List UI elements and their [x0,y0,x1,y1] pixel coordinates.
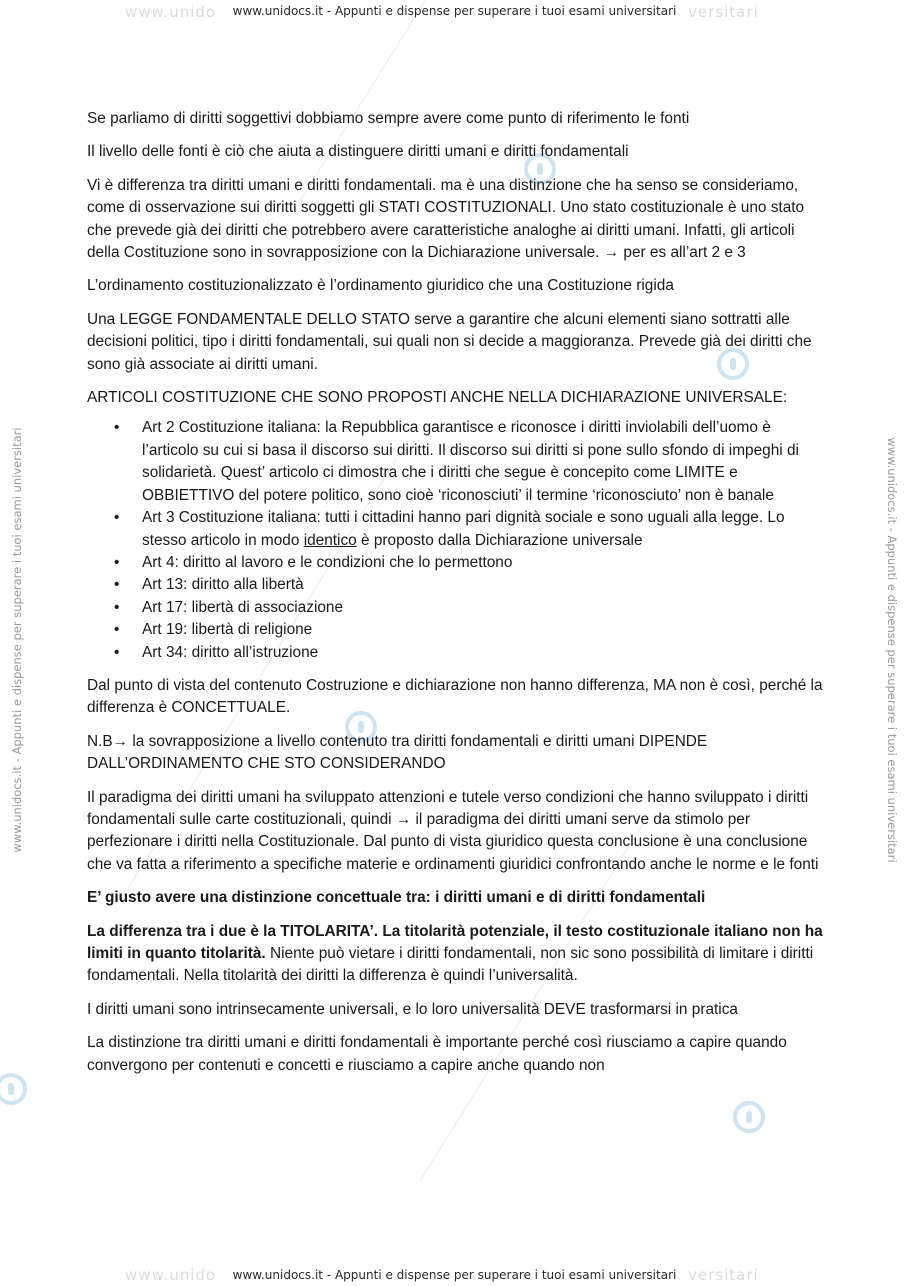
watermark-side-right [880,0,904,1286]
underlined-word: identico [303,531,357,549]
unidocs-logo-icon [0,1072,28,1106]
paragraph: N.B→ la sovrapposizione a livello contenuto tra diritti fondamentali e diritti umani DIPENDE DALL’ORDINAMENTO CHE STO CONSIDERANDO [87,732,708,773]
list-item-text: Art 3 Costituzione italiana: tutti i cittadini hanno pari dignità sociale e sono uguali alla legge. Lo stesso articolo in modo [142,509,785,549]
list-item: • Art 34: diritto all’istruzione [142,642,827,664]
bold-heading: E’ giusto avere una distinzione concettuale tra: i diritti umani e di diritti fondamentali [87,889,706,907]
watermark-ghost-text: www.unido [125,1266,217,1284]
watermark-ghost-text: www.unido [125,3,217,21]
watermark-ghost-text: versitari [688,3,759,21]
list-item: • Art 13: diritto alla libertà [142,574,827,596]
paragraph: Una LEGGE FONDAMENTALE DELLO STATO serve a garantire che alcuni elementi siano sottratti alle decisioni politici, tipo i diritti fondamentali, sui quali non si decide a maggioranza. Prevede già dei diritti che sono già associate ai diritti umani. [87,310,812,373]
watermark-side-left-text: www.unidocs.it - Appunti e dispense per superare i tuoi esami universitari [10,427,24,853]
unidocs-logo-icon [732,1100,766,1134]
paragraph-text: Niente può vietare i diritti fondamentali, non sic sono possibilità di limitare i diritti fondamentali. Nella titolarità dei diritti la differenza è quindi l’universalità. [87,945,814,985]
paragraph: Se parliamo di diritti soggettivi dobbiamo sempre avere come punto di riferimento le fonti [87,110,690,127]
watermark-ghost-text: versitari [688,1266,759,1284]
list-item: • Art 17: libertà di associazione [142,597,827,619]
watermark-header: www.unidocs.it - Appunti e dispense per superare i tuoi esami universitari [232,4,677,18]
list-item: • Art 2 Costituzione italiana: la Repubblica garantisce e riconosce i diritti inviolabili dell’uomo è l’articolo su cui si basa il discorso sui diritti. Il discorso sui diritti si pone sullo sfondo di impeghi di solidarietà. Quest’ articolo ci dimostra che i diritti che segue è concepito come LIMITE e OBBIETTIVO del potere politico, sono cioè ‘riconosciuti’ il termine ‘riconosciuto’ non è banale [142,417,827,507]
bold-text: La differenza tra i due è la TITOLARITA’. La titolarità potenziale, il testo costituzionale italiano non ha limiti in quanto titolarità. [87,922,823,962]
article-list [87,417,827,663]
paragraph: Dal punto di vista del contenuto Costruzione e dichiarazione non hanno differenza, MA non è così, perché la differenza è CONCETTUALE. [87,676,823,717]
paragraph [87,921,827,988]
paragraph: L’ordinamento costituzionalizzato è l’ordinamento giuridico che una Costituzione rigida [87,277,674,295]
paragraph: Il livello delle fonti è ciò che aiuta a distinguere diritti umani e diritti fondamentali [87,143,629,161]
list-item: • Art 19: libertà di religione [142,619,827,641]
paragraph: ARTICOLI COSTITUZIONE CHE SONO PROPOSTI ANCHE NELLA DICHIARAZIONE UNIVERSALE: [87,389,788,407]
paragraph: Il paradigma dei diritti umani ha sviluppato attenzioni e tutele verso condizioni che hanno sviluppato i diritti fondamentali sulle carte costituzionali, quindi → il paradigma dei diritti umani serve da stimolo per perfezionare i diritti nella Costituzionale. Dal punto di vista giuridico questa conclusione è una conclusione che va fatta a riferimento a specifiche materie e ordinamenti giuridici confrontando anche le norme e le fonti [87,788,819,873]
list-item: • Art 4: diritto al lavoro e le condizioni che lo permettono [142,552,827,574]
paragraph: Vi è differenza tra diritti umani e diritti fondamentali. ma è una distinzione che ha senso se consideriamo, come di osservazione sui diritti soggetti gli STATI COSTITUZIONALI. Uno stato costituzionale è uno stato che prevede già dei diritti che potrebbero avere caratteristiche analoghe ai diritti umani. Infatti, gli articoli della Costituzione sono in sovrapposizione con la Dichiarazione universale. → per es all’art 2 e 3 [87,176,805,262]
watermark-side-right-text: www.unidocs.it - Appunti e dispense per superare i tuoi esami universitari [885,437,899,863]
list-item-text: è proposto dalla Dichiarazione universale [356,531,643,549]
paragraph: La distinzione tra diritti umani e diritti fondamentali è importante perché così riusciamo a capire quando convergono per contenuti e concetti e riusciamo a capire anche quando non [87,1034,787,1074]
list-item [142,507,827,552]
document-body [87,108,827,1088]
paragraph: I diritti umani sono intrinsecamente universali, e lo loro universalità DEVE trasformarsi in pratica [87,1000,738,1018]
watermark-footer: www.unidocs.it - Appunti e dispense per superare i tuoi esami universitari [232,1268,677,1282]
